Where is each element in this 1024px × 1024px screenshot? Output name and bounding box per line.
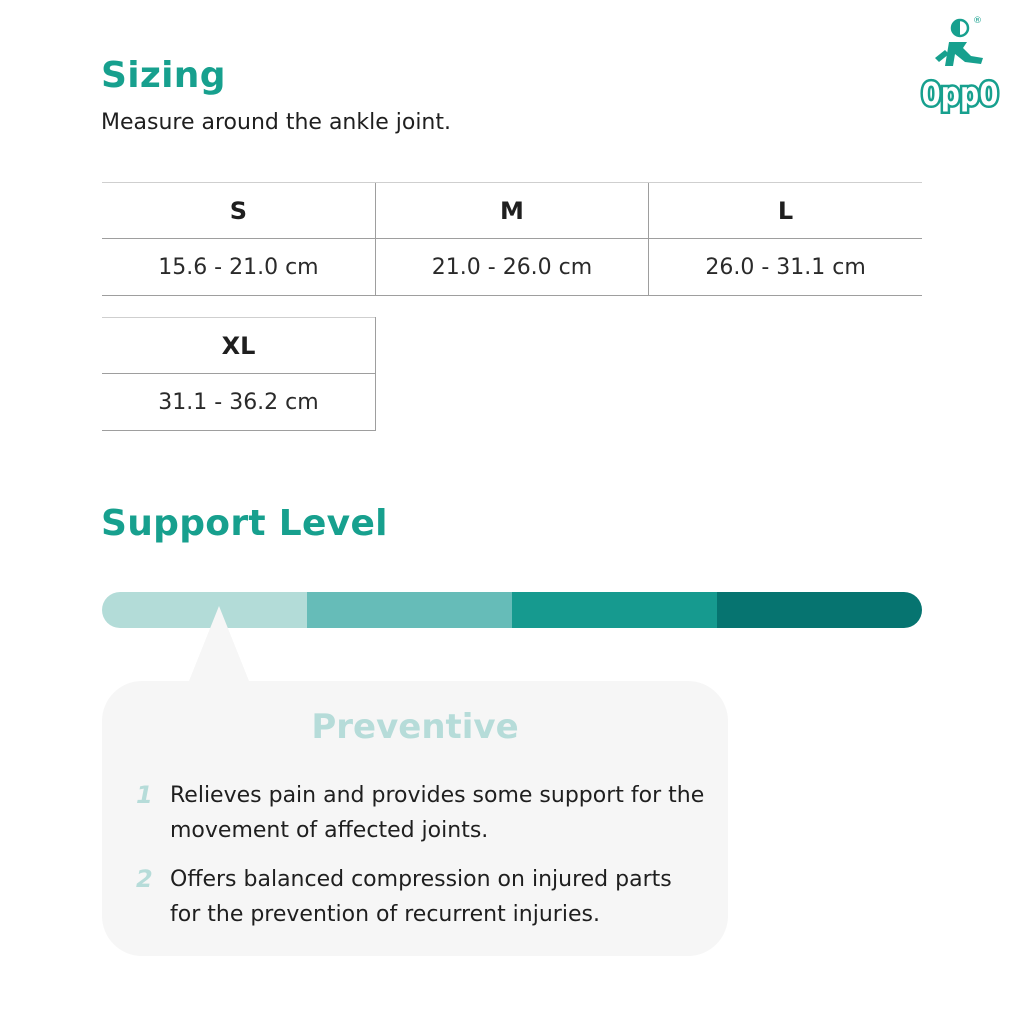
size-label-l: L: [649, 183, 922, 239]
sizing-title: Sizing: [101, 55, 226, 96]
support-level-segment-2: [307, 592, 512, 628]
support-level-callout: [102, 681, 728, 956]
oppo-logo-mark: [905, 14, 1015, 116]
list-item-number: 2: [136, 865, 153, 893]
sizing-subtitle: Measure around the ankle joint.: [101, 110, 451, 135]
size-range-m: 21.0 - 26.0 cm: [375, 239, 648, 296]
callout-pointer: [187, 606, 251, 686]
size-range-l: 26.0 - 31.1 cm: [649, 239, 922, 296]
support-level-title: Support Level: [101, 503, 388, 544]
size-range-xl: 31.1 - 36.2 cm: [102, 374, 376, 431]
registered-mark: ®: [973, 16, 982, 26]
size-label-xl: XL: [102, 318, 376, 374]
brand-wordmark: OppO: [921, 75, 999, 113]
list-item-text: Relieves pain and provides some support for the movement of affected joints.: [170, 783, 705, 843]
support-benefits-list: [136, 778, 706, 946]
size-range-s: 15.6 - 21.0 cm: [102, 239, 375, 296]
list-item-text: Offers balanced compression on injured parts for the prevention of recurrent injuries.: [170, 867, 672, 927]
size-header-row: [102, 183, 922, 239]
support-level-name: Preventive: [311, 707, 519, 747]
list-item-number: 1: [136, 781, 153, 809]
size-range-row: [102, 239, 922, 296]
list-item: [136, 862, 706, 932]
size-header-row: [102, 318, 376, 374]
list-item: [136, 778, 706, 848]
size-table-xl: [102, 317, 376, 431]
size-label-m: M: [375, 183, 648, 239]
support-level-segment-4: [717, 592, 922, 628]
oppo-logo: [905, 14, 1015, 116]
support-level-segment-3: [512, 592, 717, 628]
size-label-s: S: [102, 183, 375, 239]
size-table: [102, 182, 922, 296]
size-range-row: [102, 374, 376, 431]
